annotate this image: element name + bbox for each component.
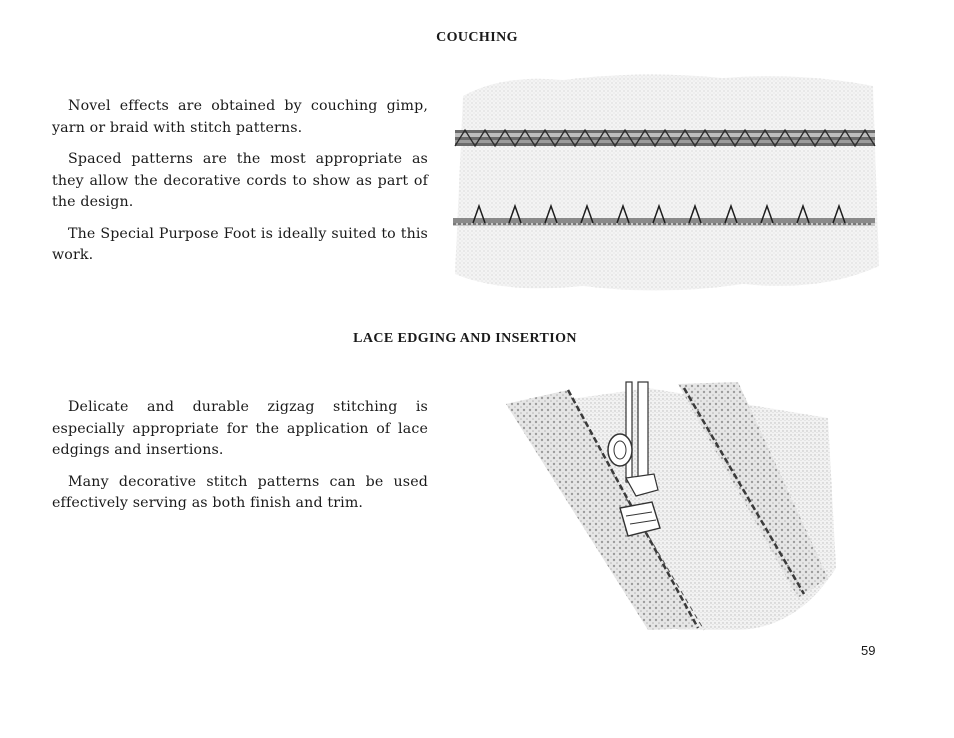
page-number: 59 xyxy=(861,643,876,658)
lace-edging-text xyxy=(52,397,428,525)
paragraph: Spaced patterns are the most appropriate as they allow the decorative cords to show as part of the design. xyxy=(52,151,428,210)
section-heading-couching: COUCHING xyxy=(436,30,518,45)
lace-edging-illustration xyxy=(498,378,838,633)
paragraph: Many decorative stitch patterns can be used effectively serving as both finish and trim. xyxy=(52,473,428,511)
paragraph: The Special Purpose Foot is ideally suited to this work. xyxy=(52,225,428,263)
couching-text xyxy=(52,96,428,277)
paragraph: Delicate and durable zigzag stitching is especially appropriate for the application of lace edgings and insertions. xyxy=(52,399,428,458)
paragraph: Novel effects are obtained by couching gimp, yarn or braid with stitch patterns. xyxy=(52,98,428,136)
couching-illustration xyxy=(443,66,883,298)
section-heading-lace-edging: LACE EDGING AND INSERTION xyxy=(353,331,577,346)
